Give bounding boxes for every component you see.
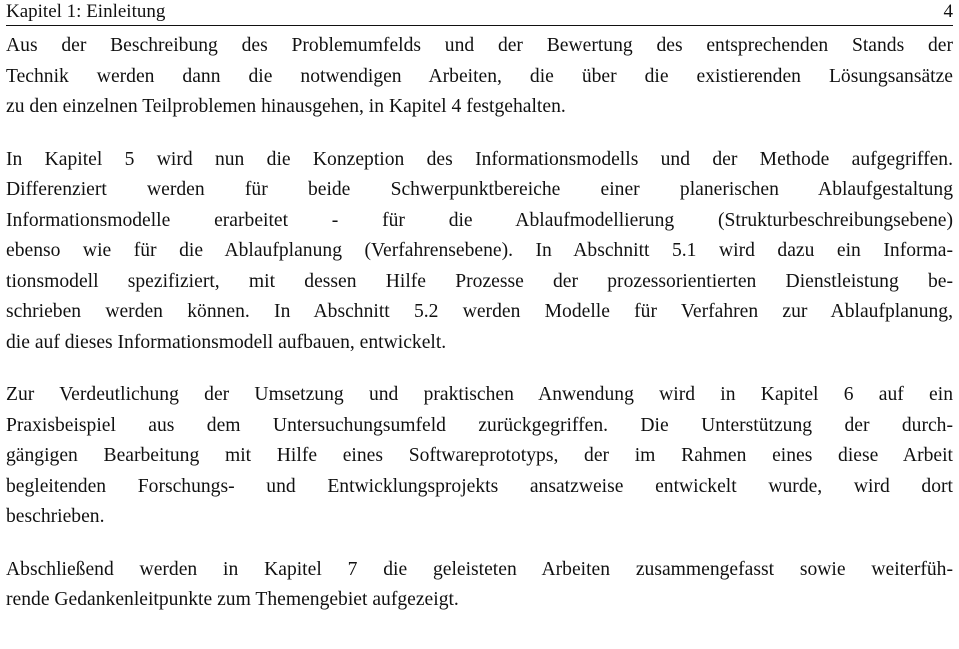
paragraph-3 (6, 380, 953, 533)
text-line: ebenso wie für die Ablaufplanung (Verfahrensebene). In Abschnitt 5.1 wird dazu ein Informa- (6, 240, 953, 261)
text-line: beschrieben. (6, 506, 105, 527)
header-rule (6, 25, 953, 26)
text-line: die auf dieses Informationsmodell aufbauen, entwickelt. (6, 331, 447, 353)
text-line: Zur Verdeutlichung der Umsetzung und praktischen Anwendung wird in Kapitel 6 auf ein (6, 384, 953, 405)
text-line: Praxisbeispiel aus dem Untersuchungsumfeld zurückgegriffen. Die Unterstützung der durch- (6, 414, 953, 436)
text-line: begleitenden Forschungs- und Entwicklungsprojekts ansatzweise entwickelt wurde, wird dort (6, 475, 953, 497)
text-line: Aus der Beschreibung des Problemumfelds und der Bewertung des entsprechenden Stands der (6, 35, 953, 56)
text-line: gängigen Bearbeitung mit Hilfe eines Softwareprototyps, der im Rahmen eines diese Arbeit (6, 445, 953, 466)
page-header (6, 0, 953, 27)
text-line: rende Gedankenleitpunkte zum Themengebiet aufgezeigt. (6, 589, 459, 610)
text-line: schrieben werden können. In Abschnitt 5.2 werden Modelle für Verfahren zur Ablaufplanung, (6, 301, 953, 322)
page-number: 4 (943, 1, 953, 22)
text-line: In Kapitel 5 wird nun die Konzeption des Informationsmodells und der Methode aufgegriffen. (6, 148, 953, 170)
chapter-title: Kapitel 1: Einleitung (6, 1, 166, 22)
document-page (6, 0, 953, 616)
text-line: Differenziert werden für beide Schwerpunktbereiche einer planerischen Ablaufgestaltung (6, 179, 953, 200)
body-text (6, 31, 953, 616)
text-line: Informationsmodelle erarbeitet - für die Ablaufmodellierung (Strukturbeschreibungsebene) (6, 209, 953, 231)
text-line: Abschließend werden in Kapitel 7 die geleisteten Arbeiten zusammengefasst sowie weiterfüh- (6, 558, 953, 580)
paragraph-2 (6, 145, 953, 359)
paragraph-4 (6, 555, 953, 616)
paragraph-1 (6, 31, 953, 123)
text-line: tionsmodell spezifiziert, mit dessen Hilfe Prozesse der prozessorientierten Dienstleistung be- (6, 270, 953, 292)
text-line: Technik werden dann die notwendigen Arbeiten, die über die existierenden Lösungsansätze (6, 65, 953, 87)
text-line: zu den einzelnen Teilproblemen hinausgehen, in Kapitel 4 festgehalten. (6, 96, 566, 117)
